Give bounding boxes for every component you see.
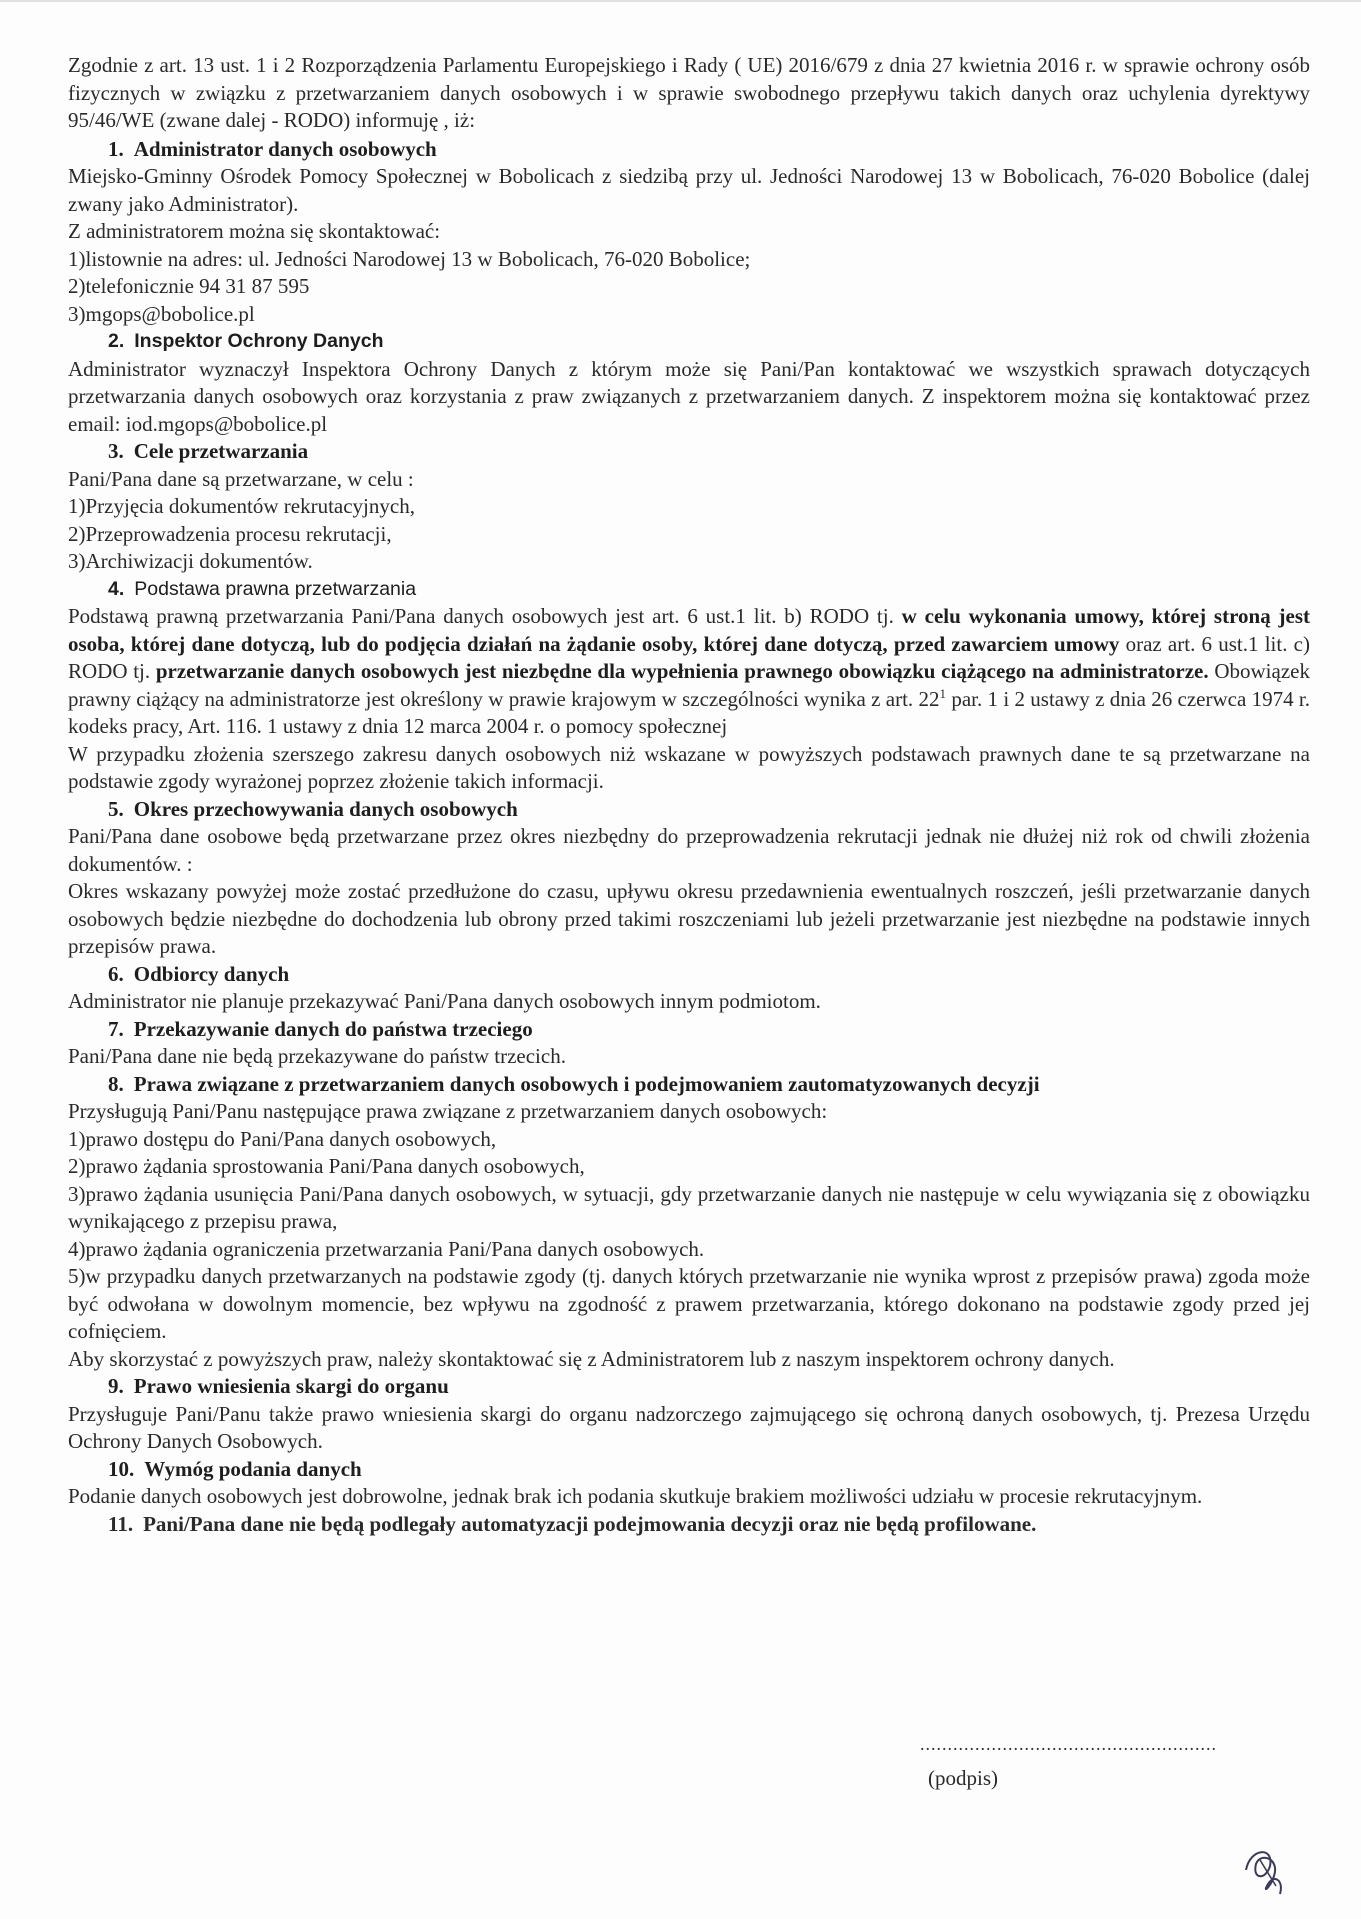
section-number: 11.: [108, 1511, 134, 1536]
scan-edge: [0, 0, 1361, 2]
legal-basis-bold: w celu wykonania umowy, której stroną jest osoba, której dane dotyczą, lub do podjęcia działań na żądanie osoby, której dane dotyczą, przed zawarciem umowy: [68, 604, 1310, 656]
section-2-heading: [108, 328, 1310, 356]
document-body: [68, 52, 1310, 1538]
section-1-contact-email: 3)mgops@bobolice.pl: [68, 301, 255, 326]
section-number: 2.: [108, 330, 125, 352]
superscript: 1: [939, 685, 946, 701]
section-number: 3.: [108, 439, 124, 463]
section-7-text: Pani/Pana dane nie będą przekazywane do państw trzecich.: [68, 1044, 566, 1068]
legal-basis-text: par. 1 i 2 ustawy z dnia 26 czerwca 1974 r. kodeks pracy, Art. 116. 1 ustawy z dnia 12 marca 2004 r. o pomocy społecznej: [68, 686, 1311, 738]
section-number: 9.: [108, 1374, 124, 1398]
section-title: Pani/Pana dane nie będą podlegały automatyzacji podejmowania decyzji oraz nie będą profilowane.: [143, 1511, 1037, 1536]
section-1-address: Miejsko-Gminny Ośrodek Pomocy Społecznej w Bobolicach z siedzibą przy ul. Jedności Narodowej 13 w Bobolicach, 76-020 Bobolice (dalej zwany jako Administrator).: [68, 164, 1310, 216]
section-title: Inspektor Ochrony Danych: [134, 330, 384, 352]
legal-basis-text: Obowiązek prawny ciążący na administratorze jest określony w prawie krajowym w szczególności wynika z art. 22: [68, 659, 1310, 711]
section-3-item: 2)Przeprowadzenia procesu rekrutacji,: [68, 521, 392, 546]
section-3-item: 3)Archiwizacji dokumentów.: [68, 549, 313, 573]
section-10-heading: [108, 1456, 1310, 1484]
section-6-heading: [108, 961, 1310, 989]
section-title: Prawa związane z przetwarzaniem danych osobowych i podejmowaniem zautomatyzowanych decyzji: [133, 1071, 1040, 1096]
section-title: Wymóg podania danych: [144, 1456, 362, 1481]
section-2-text: Administrator wyznaczył Inspektora Ochrony Danych z którym może się Pani/Pan kontaktować we wszystkich sprawach dotyczących przetwarzania danych osobowych oraz korzystania z praw związanych z przetwarzaniem danych. Z inspektorem można się kontaktować przez email: iod.mgops@bobolice.pl: [68, 356, 1310, 436]
section-9-heading: [108, 1373, 1310, 1401]
section-8-contact-note: Aby skorzystać z powyższych praw, należy skontaktować się z Administratorem lub z naszym inspektorem ochrony danych.: [68, 1346, 1115, 1371]
section-number: 6.: [108, 961, 124, 986]
section-7-heading: [108, 1016, 1310, 1044]
section-6-text: Administrator nie planuje przekazywać Pani/Pana danych osobowych innym podmiotom.: [68, 989, 821, 1013]
section-4-legal-basis: [68, 603, 1310, 741]
section-8-intro: Przysługują Pani/Panu następujące prawa związane z przetwarzaniem danych osobowych:: [68, 1099, 828, 1123]
section-number: 8.: [108, 1071, 124, 1096]
section-5-heading: [108, 796, 1310, 824]
section-title: Cele przetwarzania: [133, 439, 309, 463]
legal-basis-bold: przetwarzanie danych osobowych jest niezbędne dla wypełnienia prawnego obowiązku ciążącego na administratorze.: [155, 659, 1209, 683]
section-10-text: Podanie danych osobowych jest dobrowolne, jednak brak ich podania skutkuje brakiem możliwości udziału w procesie rekrutacyjnym.: [68, 1484, 1203, 1508]
section-title: Administrator danych osobowych: [133, 136, 437, 161]
section-8-right: 3)prawo żądania usunięcia Pani/Pana danych osobowych, w sytuacji, gdy przetwarzanie danych nie następuje w celu wywiązania się z obowiązku wynikającego z przepisu prawa,: [68, 1181, 1310, 1233]
section-11-statement: [108, 1511, 1310, 1539]
section-title: Okres przechowywania danych osobowych: [133, 796, 518, 821]
section-number: 1.: [108, 136, 124, 161]
section-3-intro: Pani/Pana dane są przetwarzane, w celu :: [68, 466, 414, 491]
section-8-right: 5)w przypadku danych przetwarzanych na podstawie zgody (tj. danych których przetwarzanie nie wynika wprost z przepisów prawa) zgoda może być odwołana w dowolnym momencie, bez wpływu na zgodność z prawem przetwarzania, którego dokonano na podstawie zgody przed jej cofnięciem.: [68, 1264, 1310, 1343]
section-3-heading: [108, 438, 1310, 466]
section-5-extension: Okres wskazany powyżej może zostać przedłużone do czasu, upływu okresu przedawnienia ewentualnych roszczeń, jeśli przetwarzanie danych osobowych będzie niezbędne do dochodzenia lub obrony przed takimi roszczeniami lub jeżeli przetwarzanie jest niezbędne na podstawie innych przepisów prawa.: [68, 879, 1310, 958]
section-title: Prawo wniesienia skargi do organu: [133, 1374, 449, 1398]
section-1-contact-mail: 1)listownie na adres: ul. Jedności Narodowej 13 w Bobolicach, 76-020 Bobolice;: [68, 246, 751, 271]
section-number: 7.: [108, 1016, 124, 1041]
section-4-heading: [108, 576, 1310, 604]
legal-basis-text: Podstawą prawną przetwarzania Pani/Pana danych osobowych jest art. 6 ust.1 lit. b) RODO tj.: [68, 604, 902, 628]
section-1-heading: [108, 136, 1310, 164]
section-5-text: Pani/Pana dane osobowe będą przetwarzane przez okres niezbędny do przeprowadzenia rekrutacji jednak nie dłużej niż rok od chwili złożenia dokumentów. :: [68, 824, 1310, 876]
section-number: 5.: [108, 796, 124, 821]
section-1-contact-phone: 2)telefonicznie 94 31 87 595: [68, 274, 310, 298]
section-4-consent: W przypadku złożenia szerszego zakresu danych osobowych niż wskazane w powyższych podstawach prawnych dane te są przetwarzane na podstawie zgody wyrażonej poprzez złożenie takich informacji.: [68, 741, 1310, 793]
section-title: Podstawa prawna przetwarzania: [134, 577, 417, 600]
section-title: Odbiorcy danych: [133, 961, 290, 986]
section-8-right: 4)prawo żądania ograniczenia przetwarzania Pani/Pana danych osobowych.: [68, 1236, 705, 1261]
legal-basis-text: oraz art. 6 ust.1 lit. c) RODO tj.: [68, 631, 1310, 683]
section-8-right: 2)prawo żądania sprostowania Pani/Pana danych osobowych,: [68, 1154, 585, 1178]
section-title: Przekazywanie danych do państwa trzeciego: [133, 1016, 533, 1041]
intro-paragraph: Zgodnie z art. 13 ust. 1 i 2 Rozporządzenia Parlamentu Europejskiego i Rady ( UE) 2016/679 z dnia 27 kwietnia 2016 r. w sprawie ochrony osób fizycznych w związku z przetwarzaniem danych osobowych i w sprawie swobodnego przepływu takich danych oraz uchylenia dyrektywy 95/46/WE (zwane dalej - RODO) informuję , iż:: [68, 53, 1310, 132]
signature-dots: ......................................................: [920, 1734, 1217, 1754]
section-8-right: 1)prawo dostępu do Pani/Pana danych osobowych,: [68, 1126, 497, 1151]
section-3-item: 1)Przyjęcia dokumentów rekrutacyjnych,: [68, 494, 415, 518]
handwritten-paraph: [1240, 1840, 1290, 1900]
section-number: 4.: [108, 577, 125, 600]
section-number: 10.: [108, 1456, 135, 1481]
section-9-text: Przysługuje Pani/Panu także prawo wniesienia skargi do organu nadzorczego zajmującego się ochroną danych osobowych, tj. Prezesa Urzędu Ochrony Danych Osobowych.: [68, 1401, 1310, 1453]
section-8-heading: [108, 1071, 1310, 1099]
signature-label: (podpis): [928, 1766, 998, 1790]
section-1-contact-intro: Z administratorem można się skontaktować:: [68, 219, 441, 243]
signature-line: [920, 1734, 1320, 1755]
